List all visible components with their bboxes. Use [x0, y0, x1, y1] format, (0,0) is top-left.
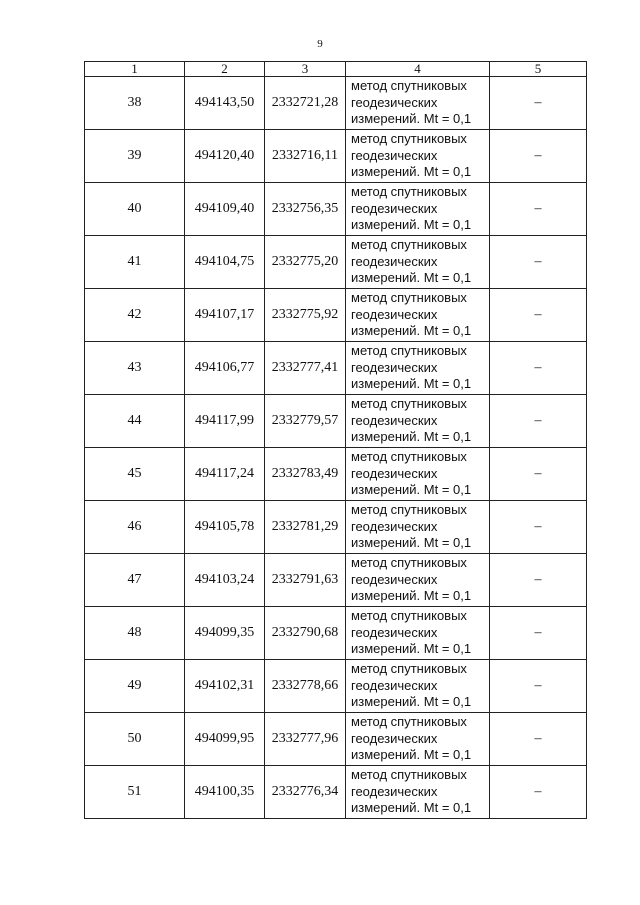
note-cell: –: [490, 236, 587, 289]
header-cell-1: 1: [85, 62, 185, 77]
y-coordinate-cell: 2332791,63: [265, 554, 346, 607]
y-coordinate-cell: 2332756,35: [265, 183, 346, 236]
method-cell: метод спутниковых геодезических измерений. Mt = 0,1: [346, 236, 490, 289]
note-cell: –: [490, 554, 587, 607]
note-cell: –: [490, 183, 587, 236]
table-row: [85, 448, 587, 501]
point-number-cell: 50: [85, 713, 185, 766]
point-number-cell: 41: [85, 236, 185, 289]
point-number-cell: 48: [85, 607, 185, 660]
y-coordinate-cell: 2332716,11: [265, 130, 346, 183]
x-coordinate-cell: 494099,95: [185, 713, 265, 766]
x-coordinate-cell: 494143,50: [185, 77, 265, 130]
y-coordinate-cell: 2332775,20: [265, 236, 346, 289]
table-body: [85, 77, 587, 819]
header-cell-4: 4: [346, 62, 490, 77]
note-cell: –: [490, 395, 587, 448]
point-number-cell: 44: [85, 395, 185, 448]
point-number-cell: 47: [85, 554, 185, 607]
point-number-cell: 45: [85, 448, 185, 501]
x-coordinate-cell: 494120,40: [185, 130, 265, 183]
y-coordinate-cell: 2332777,96: [265, 713, 346, 766]
table-row: [85, 77, 587, 130]
note-cell: –: [490, 448, 587, 501]
method-cell: метод спутниковых геодезических измерений. Mt = 0,1: [346, 289, 490, 342]
method-cell: метод спутниковых геодезических измерений. Mt = 0,1: [346, 342, 490, 395]
point-number-cell: 49: [85, 660, 185, 713]
table-row: [85, 660, 587, 713]
table-row: [85, 183, 587, 236]
method-cell: метод спутниковых геодезических измерений. Mt = 0,1: [346, 713, 490, 766]
point-number-cell: 40: [85, 183, 185, 236]
x-coordinate-cell: 494103,24: [185, 554, 265, 607]
y-coordinate-cell: 2332775,92: [265, 289, 346, 342]
point-number-cell: 46: [85, 501, 185, 554]
method-cell: метод спутниковых геодезических измерений. Mt = 0,1: [346, 448, 490, 501]
x-coordinate-cell: 494099,35: [185, 607, 265, 660]
header-cell-2: 2: [185, 62, 265, 77]
x-coordinate-cell: 494100,35: [185, 766, 265, 819]
y-coordinate-cell: 2332790,68: [265, 607, 346, 660]
method-cell: метод спутниковых геодезических измерений. Mt = 0,1: [346, 660, 490, 713]
table-row: [85, 236, 587, 289]
table-row: [85, 289, 587, 342]
table-row: [85, 554, 587, 607]
point-number-cell: 38: [85, 77, 185, 130]
table-row: [85, 766, 587, 819]
x-coordinate-cell: 494117,24: [185, 448, 265, 501]
table-row: [85, 395, 587, 448]
table-row: [85, 607, 587, 660]
note-cell: –: [490, 713, 587, 766]
note-cell: –: [490, 130, 587, 183]
table-header: [85, 62, 587, 77]
point-number-cell: 39: [85, 130, 185, 183]
y-coordinate-cell: 2332776,34: [265, 766, 346, 819]
method-cell: метод спутниковых геодезических измерений. Mt = 0,1: [346, 130, 490, 183]
y-coordinate-cell: 2332781,29: [265, 501, 346, 554]
page-number: 9: [317, 38, 323, 50]
y-coordinate-cell: 2332783,49: [265, 448, 346, 501]
header-cell-3: 3: [265, 62, 346, 77]
method-cell: метод спутниковых геодезических измерений. Mt = 0,1: [346, 766, 490, 819]
table-row: [85, 713, 587, 766]
note-cell: –: [490, 77, 587, 130]
note-cell: –: [490, 766, 587, 819]
note-cell: –: [490, 607, 587, 660]
note-cell: –: [490, 289, 587, 342]
method-cell: метод спутниковых геодезических измерений. Mt = 0,1: [346, 607, 490, 660]
method-cell: метод спутниковых геодезических измерений. Mt = 0,1: [346, 77, 490, 130]
y-coordinate-cell: 2332721,28: [265, 77, 346, 130]
header-cell-5: 5: [490, 62, 587, 77]
method-cell: метод спутниковых геодезических измерений. Mt = 0,1: [346, 501, 490, 554]
method-cell: метод спутниковых геодезических измерений. Mt = 0,1: [346, 183, 490, 236]
x-coordinate-cell: 494102,31: [185, 660, 265, 713]
point-number-cell: 43: [85, 342, 185, 395]
table-row: [85, 130, 587, 183]
x-coordinate-cell: 494109,40: [185, 183, 265, 236]
point-number-cell: 42: [85, 289, 185, 342]
method-cell: метод спутниковых геодезических измерений. Mt = 0,1: [346, 395, 490, 448]
x-coordinate-cell: 494117,99: [185, 395, 265, 448]
point-number-cell: 51: [85, 766, 185, 819]
note-cell: –: [490, 660, 587, 713]
y-coordinate-cell: 2332778,66: [265, 660, 346, 713]
y-coordinate-cell: 2332777,41: [265, 342, 346, 395]
x-coordinate-cell: 494106,77: [185, 342, 265, 395]
x-coordinate-cell: 494105,78: [185, 501, 265, 554]
coordinates-table: [84, 61, 587, 819]
x-coordinate-cell: 494107,17: [185, 289, 265, 342]
method-cell: метод спутниковых геодезических измерений. Mt = 0,1: [346, 554, 490, 607]
table-row: [85, 342, 587, 395]
y-coordinate-cell: 2332779,57: [265, 395, 346, 448]
note-cell: –: [490, 342, 587, 395]
table-row: [85, 501, 587, 554]
x-coordinate-cell: 494104,75: [185, 236, 265, 289]
header-row: [85, 62, 587, 77]
note-cell: –: [490, 501, 587, 554]
